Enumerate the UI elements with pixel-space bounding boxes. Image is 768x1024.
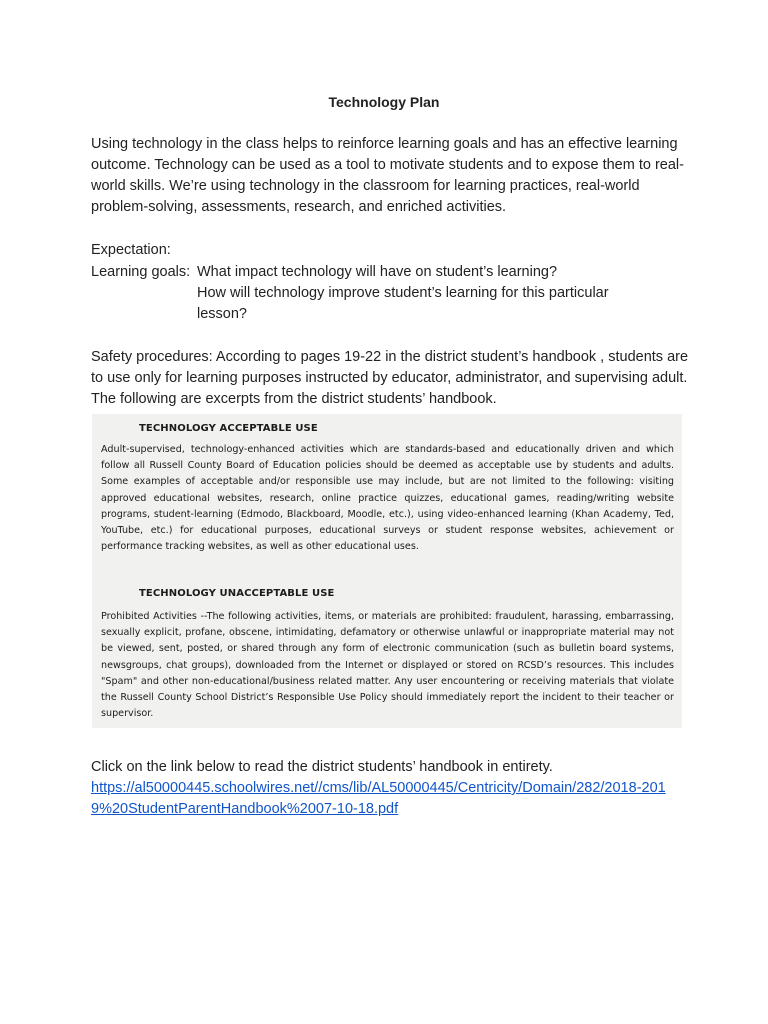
intro-paragraph: Using technology in the class helps to reinforce learning goals and has an effective learning outcome. Technology can be used as a tool to motivate students and to expose them to real-world skills. We’re using technology in the classroom for learning practices, real-world problem-solving, assessments, research, and enriched activities. [91, 136, 684, 215]
acceptable-use-heading: TECHNOLOGY ACCEPTABLE USE [139, 423, 318, 434]
learning-goal-item: What impact technology will have on student’s learning? [197, 264, 558, 280]
safety-procedures-paragraph: Safety procedures: According to pages 19-22 in the district student’s handbook , students are to use only for learning purposes instructed by educator, administrator, and supervising adult. The following are excerpts from the district students’ handbook. [91, 349, 689, 407]
click-instruction: Click on the link below to read the district students’ handbook in entirety. [91, 759, 553, 775]
unacceptable-use-heading: TECHNOLOGY UNACCEPTABLE USE [139, 588, 335, 599]
learning-goal-item: How will technology improve student’s learning for this particular lesson? [197, 285, 609, 322]
handbook-excerpt-image [92, 414, 682, 728]
unacceptable-use-text: Prohibited Activities --The following activities, items, or materials are prohibited: fraudulent, harassing, embarrassing, sexually explicit, profane, obscene, intimidating, defamatory or otherwise unlawful or inappropriate material may not be viewed, sent, posted, or shared through any form of electronic communication (such as bulletin board systems, newsgroups, chat groups), downloaded from the Internet or displayed or stored on RCSD’s resources. This includes "Spam" and other non-educational/business related matter. Any user encountering or receiving materials that violate the Russell County School District’s Responsible Use Policy should immediately report the incident to their teacher or supervisor. [101, 611, 674, 720]
expectation-label: Expectation: [91, 242, 171, 258]
document-title: Technology Plan [328, 94, 440, 110]
handbook-link[interactable]: https://al50000445.schoolwires.net//cms/lib/AL50000445/Centricity/Domain/282/2018-2019%20StudentParentHandbook%2007-10-18.pdf [91, 780, 666, 817]
learning-goals-label: Learning goals: [91, 264, 191, 280]
learning-goals-section [91, 262, 691, 325]
learning-goals-list [197, 262, 637, 325]
acceptable-use-text: Adult-supervised, technology-enhanced activities which are standards-based and educationally driven and which follow all Russell County Board of Education policies should be deemed as acceptable use by students and adults. Some examples of acceptable and/or responsible use may include, but are not limited to the following: visiting approved educational websites, research, online practice quizzes, educational games, reading/writing website programs, student-learning (Edmodo, Blackboard, Moodle, etc.), using video-enhanced learning (Khan Academy, Ted, YouTube, etc.) for educational purposes, educational surveys or student response websites, achievement or performance tracking websites, as well as other educational uses. [101, 444, 674, 553]
